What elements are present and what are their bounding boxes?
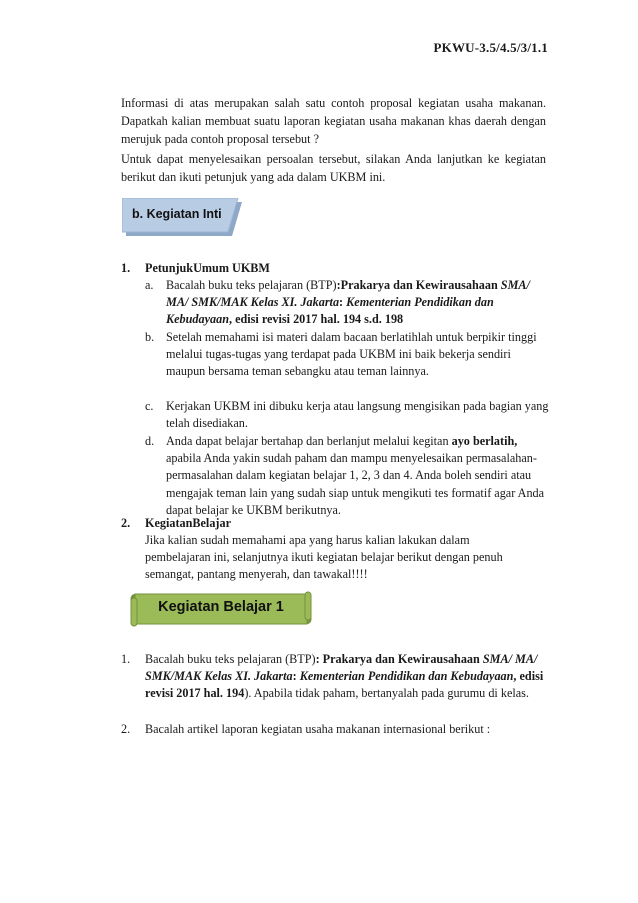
- kb1-list: [121, 651, 551, 751]
- item-d-bold: ayo berlatih,: [451, 434, 518, 448]
- petunjuk-title: PetunjukUmum UKBM: [145, 261, 270, 275]
- kegiatan-title: KegiatanBelajar: [145, 516, 231, 530]
- item-text: Setelah memahami isi materi dalam bacaan berlatihlah untuk berpikir tinggi melalui tugas-tugas yang terdapat pada UKBM ini baik bekerja sendiri maupun bersama teman sebangku atau teman lainnya.: [166, 330, 537, 379]
- kb1-pre: Bacalah buku teks pelajaran (BTP): [145, 652, 316, 666]
- kegiatan-text: Jika kalian sudah memahami apa yang harus kalian lakukan dalam pembelajaran ini, selanjutnya ikuti kegiatan belajar berikut dengan penuh semangat, pantang menyerah, dan tawakal!!!!: [145, 533, 503, 582]
- item-a-bold3: , edisi revisi 2017 hal. 194 s.d. 198: [228, 312, 404, 327]
- item-text: Kerjakan UKBM ini dibuku kerja atau langsung mengisikan pada bagian yang telah disediakan.: [166, 399, 549, 431]
- kb1-item-text: Bacalah artikel laporan kegiatan usaha makanan internasional berikut :: [145, 722, 491, 736]
- item-d-pre: Anda dapat belajar bertahap dan berlanjut melalui kegitan: [166, 434, 452, 448]
- kegiatan-belajar-1-label: Kegiatan Belajar 1: [158, 599, 284, 615]
- kb1-post: ). Apabila tidak paham, bertanyalah pada gurumu di kelas.: [244, 686, 529, 701]
- kb1-bolditalic: SMA/ MA/ SMK/MAK Kelas XI. Jakarta: [145, 652, 538, 684]
- kb1-bolditalic2: Kementerian Pendidikan dan Kebudayaan: [299, 669, 514, 684]
- kb1-number: 2.: [121, 722, 131, 736]
- item-letter: b.: [145, 330, 155, 344]
- item-letter: d.: [145, 434, 155, 448]
- intro-paragraph-2: Untuk dapat menyelesaikan persoalan tersebut, silakan Anda lanjutkan ke kegiatan berikut dan ikuti petunjuk yang ada dalam UKBM ini.: [121, 152, 546, 184]
- item-a-bolditalic: SMA/ MA/ SMK/MAK Kelas XI. Jakarta: [166, 278, 530, 310]
- item-text: [166, 277, 552, 329]
- kb1-bold2: :: [292, 669, 300, 684]
- petunjuk-number: 1.: [121, 261, 131, 275]
- petunjuk-item-c: [145, 398, 555, 433]
- kegiatan-section: [121, 515, 551, 582]
- kb1-bold3: , edisi revisi 2017 hal. 194: [145, 669, 544, 701]
- item-d-post: apabila Anda yakin sudah paham dan mampu menyelesaikan permasalahan-permasalahan dalam kegiatan belajar 1, 2, 3 dan 4. Anda boleh sendiri atau mengajak teman lain yang sudah siap untuk mengikuti tes formatif agar Anda dapat belajar ke UKBM berikutnya.: [166, 451, 545, 517]
- document-code: PKWU-3.5/4.5/3/1.1: [433, 40, 548, 55]
- petunjuk-item-b: [145, 329, 555, 398]
- item-a-bold2: :: [339, 295, 347, 310]
- petunjuk-item-a: [145, 277, 555, 329]
- kb1-bold1: : Prakarya dan Kewirausahaan: [315, 652, 480, 666]
- item-a-bolditalic2: Kementerian Pendidikan dan Kebudayaan: [166, 295, 494, 327]
- item-letter: a.: [145, 278, 154, 292]
- kb1-item-text: [145, 651, 545, 703]
- item-a-bold1: :Prakarya dan Kewirausahaan: [336, 278, 498, 292]
- kb1-item-2: [121, 721, 551, 741]
- item-a-pre: Bacalah buku teks pelajaran (BTP): [166, 278, 337, 292]
- item-letter: c.: [145, 399, 154, 413]
- kb1-number: 1.: [121, 652, 131, 666]
- kb1-item-1: [121, 651, 551, 721]
- kegiatan-belajar-1-banner: [127, 590, 315, 630]
- kegiatan-inti-label: b. Kegiatan Inti: [132, 207, 222, 221]
- kegiatan-inti-banner: [122, 198, 240, 234]
- item-text: [166, 433, 552, 519]
- intro-paragraph-1: Informasi di atas merupakan salah satu contoh proposal kegiatan usaha makanan. Dapatkah kalian membuat suatu laporan kegiatan usaha makanan khas daerah dengan merujuk pada contoh proposal tersebut ?: [121, 96, 546, 146]
- petunjuk-section: [121, 260, 551, 517]
- kegiatan-number: 2.: [121, 516, 131, 530]
